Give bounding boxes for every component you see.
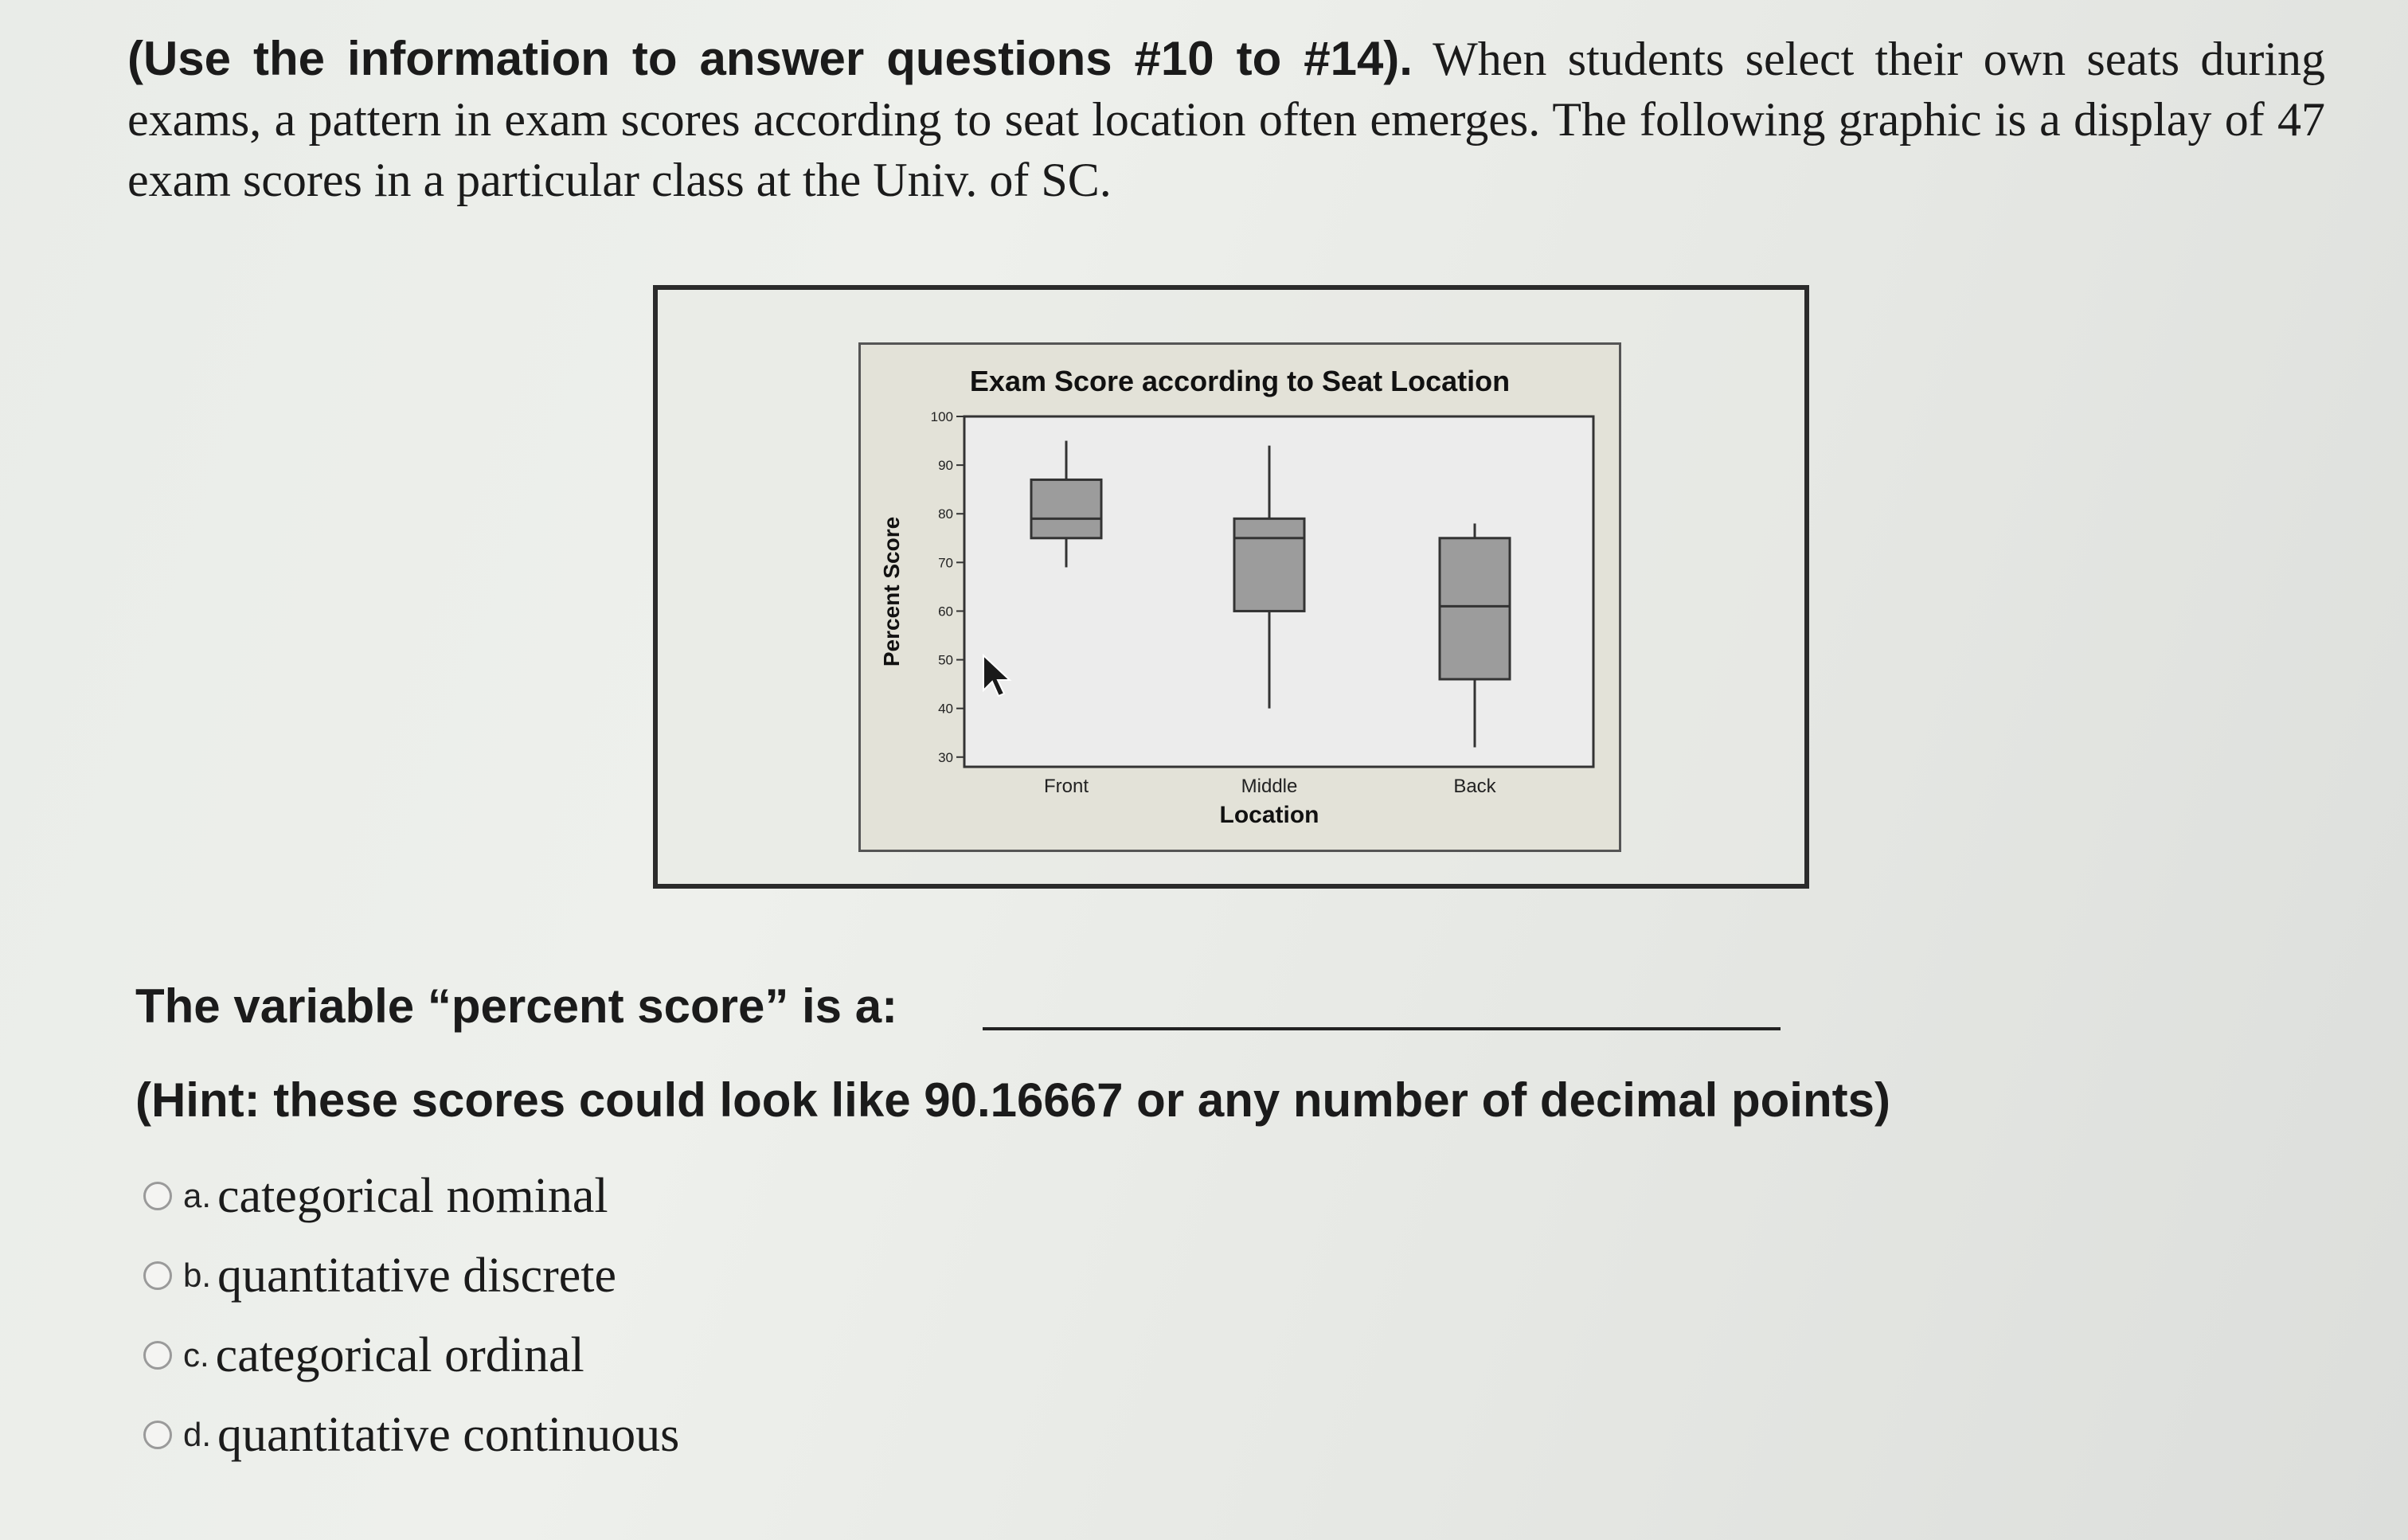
option-c[interactable]: [143, 1315, 679, 1395]
intro-paragraph: [127, 29, 2325, 210]
option-letter: d.: [183, 1416, 212, 1453]
boxplot-chart: [861, 345, 1619, 850]
chart-panel: [858, 342, 1621, 852]
iqr-box: [1440, 538, 1510, 679]
x-axis: [1044, 776, 1497, 797]
option-label[interactable]: categorical ordinal: [215, 1327, 584, 1382]
y-axis: [931, 409, 964, 765]
y-tick-label: 50: [938, 652, 953, 668]
hint-text: (Hint: these scores could look like 90.16667 or any number of decimal points): [135, 1073, 1890, 1127]
y-tick-label: 40: [938, 701, 953, 717]
iqr-box: [1234, 518, 1304, 611]
option-a[interactable]: [143, 1156, 679, 1236]
option-label[interactable]: quantitative discrete: [217, 1248, 616, 1303]
option-letter: c.: [183, 1336, 209, 1374]
x-tick-label: Middle: [1241, 776, 1298, 797]
chart-title: Exam Score according to Seat Location: [969, 365, 1511, 397]
radio-button-icon[interactable]: [143, 1421, 172, 1449]
y-axis-label: Percent Score: [879, 516, 904, 667]
y-tick-label: 90: [938, 458, 953, 474]
intro-lead: (Use the information to answer questions #10 to #14).: [127, 32, 1413, 85]
x-tick-label: Back: [1453, 776, 1496, 797]
y-tick-label: 30: [938, 749, 953, 765]
option-label[interactable]: quantitative continuous: [217, 1407, 680, 1462]
answer-options: [143, 1156, 679, 1475]
y-tick-label: 60: [938, 604, 953, 620]
question-text: The variable “percent score” is a:: [135, 979, 898, 1033]
option-letter: a.: [183, 1177, 212, 1214]
y-tick-label: 100: [930, 409, 953, 424]
radio-button-icon[interactable]: [143, 1261, 172, 1290]
radio-button-icon[interactable]: [143, 1341, 172, 1370]
x-tick-label: Front: [1043, 776, 1089, 797]
answer-blank: [983, 1027, 1781, 1030]
option-b[interactable]: [143, 1236, 679, 1315]
option-d[interactable]: [143, 1395, 679, 1475]
y-tick-label: 70: [938, 555, 953, 571]
intro-body: When students select their own seats during exams, a pattern in exam scores according to seat location often emerges. The following graphic is a display of 47 exam scores in a particular class at the Univ. of SC.: [127, 33, 2325, 206]
y-tick-label: 80: [938, 506, 953, 522]
iqr-box: [1031, 479, 1101, 537]
option-letter: b.: [183, 1257, 212, 1294]
figure-frame: [653, 285, 1809, 889]
radio-button-icon[interactable]: [143, 1182, 172, 1210]
option-label[interactable]: categorical nominal: [217, 1168, 608, 1223]
x-axis-label: Location: [1219, 802, 1319, 828]
